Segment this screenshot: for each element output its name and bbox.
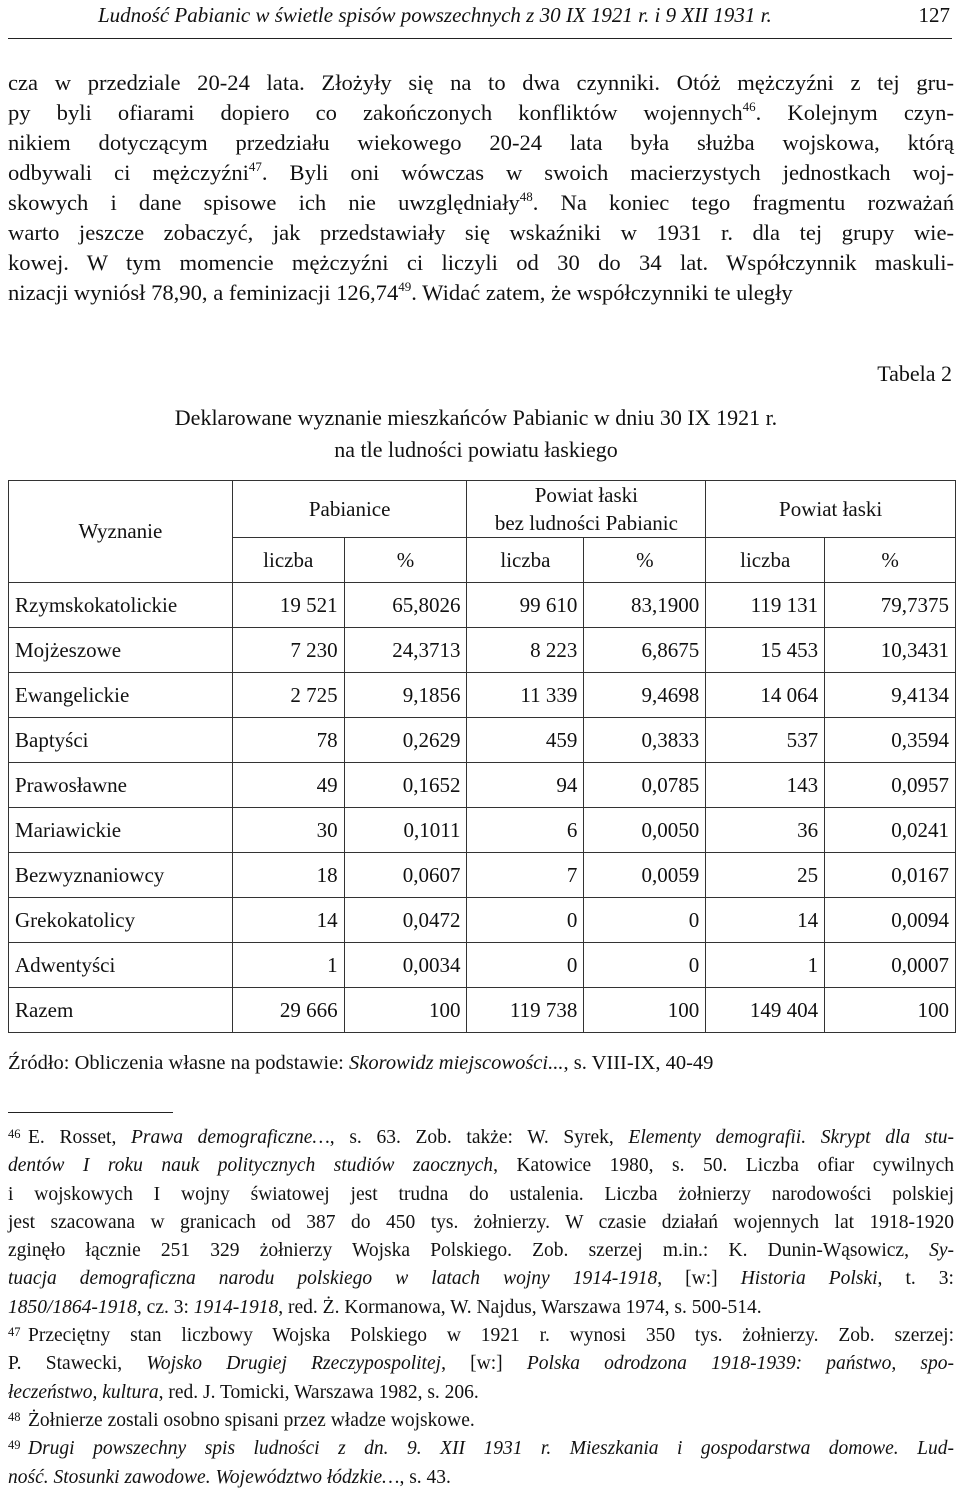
table-cell: 0,0785 [584,763,706,808]
table-cell: 6 [467,808,584,853]
subheader-liczba: liczba [232,538,344,583]
table-cell: 0,0167 [825,853,956,898]
body-line: nikiem dotyczącym przedziału wiekowego 20-24 lata była służba wojskowa, którą [8,130,954,155]
body-line: odbywali ci mężczyźni$^{47}$. Byli oni wówczas w swoich macierzystych jednostkach woj- [8,159,954,185]
table-cell: 15 453 [706,628,825,673]
table-cell: 119 131 [706,583,825,628]
table-cell: 49 [232,763,344,808]
table-cell: 0 [467,943,584,988]
header-powiat: Powiat łaski [706,481,956,538]
row-label: Prawosławne [9,763,233,808]
footnote-ref[interactable]: 49 [398,279,412,294]
table-row [9,718,956,763]
table-cell: 99 610 [467,583,584,628]
table-header-row [9,481,956,538]
table-cell: 2 725 [232,673,344,718]
table-cell: 0,0007 [825,943,956,988]
footnote-ref[interactable]: 46 [742,99,756,114]
row-label: Ewangelickie [9,673,233,718]
table-cell: 0,0034 [344,943,467,988]
header-powiat-bez-pabianic: Powiat łaski bez ludności Pabianic [467,481,706,538]
table-row [9,763,956,808]
table-cell: 149 404 [706,988,825,1033]
footnote-46: 46 E. Rosset, Prawa demograficzne…, s. 63. Zob. także: W. Syrek, Elementy demografii. Skrypt dla stu- dentów I roku nauk politycznych studiów zaocznych, Katowice 1980, s. 50. Liczba ofiar cywilnych i wojskowych I wojny światowej jest trudna do ustalenia. Liczba żołnierzy narodowości polskiej jest szacowana w granicach od 387 do 450 tys. żołnierzy. W czasie działań wojennych lat 1918-1920 zginęło łącznie 251 329 żołnierzy Wojska Polskiego. Zob. szerzej m.in.: K. Dunin-Wąsowicz, Sy- tuacja demograficzna narodu polskiego w latach wojny 1914-1918, [w:] Historia Polski, t. 3: 1850/1864-1918, cz. 3: 1914-1918, red. Ż. Kormanowa, W. Najdus, Warszawa 1974, s. 500-514. [8,1124,954,1322]
table-cell: 36 [706,808,825,853]
table-cell: 537 [706,718,825,763]
table-cell: 9,1856 [344,673,467,718]
religion-table [8,480,956,1033]
row-label: Mojżeszowe [9,628,233,673]
table-cell: 0,0472 [344,898,467,943]
footnote-49: 49 Drugi powszechny spis ludności z dn. 9. XII 1931 r. Mieszkania i gospodarstwa domowe. Lud- ność. Stosunki zawodowe. Województwo łódzkie…, s. 43. [8,1435,954,1492]
table-cell: 65,8026 [344,583,467,628]
table-cell: 10,3431 [825,628,956,673]
table-caption-subtitle: na tle ludności powiatu łaskiego [334,437,618,462]
table-cell: 19 521 [232,583,344,628]
subheader-percent: % [825,538,956,583]
table-cell: 100 [825,988,956,1033]
body-line: cza w przedziale 20-24 lata. Złożyły się na to dwa czynniki. Otóż mężczyźni z tej gru- [8,70,954,95]
running-title: Ludność Pabianic w świetle spisów powszechnych z 30 IX 1921 r. i 9 XII 1931 r. [98,3,772,27]
table-cell: 11 339 [467,673,584,718]
table-cell: 78 [232,718,344,763]
table-label: Tabela 2 [877,361,952,386]
table-cell: 0,0607 [344,853,467,898]
row-label: Rzymskokatolickie [9,583,233,628]
table-cell: 79,7375 [825,583,956,628]
footnote-47: 47 Przeciętny stan liczbowy Wojska Polskiego w 1921 r. wynosi 350 tys. żołnierzy. Zob. szerzej: P. Stawecki, Wojsko Drugiej Rzeczypospolitej, [w:] Polska odrodzona 1918-1939: państwo, spo- łeczeństwo, kultura, red. J. Tomicki, Warszawa 1982, s. 206. [8,1322,954,1407]
table-cell: 24,3713 [344,628,467,673]
table-cell: 9,4698 [584,673,706,718]
table-cell: 29 666 [232,988,344,1033]
table-cell: 0,0050 [584,808,706,853]
table-cell: 30 [232,808,344,853]
body-paragraph [8,68,954,308]
table-cell: 0,0241 [825,808,956,853]
subheader-liczba: liczba [467,538,584,583]
table-cell: 0,3833 [584,718,706,763]
table-cell: 0,3594 [825,718,956,763]
table-row [9,628,956,673]
table-cell: 0,1652 [344,763,467,808]
row-label: Mariawickie [9,808,233,853]
row-label: Razem [9,988,233,1033]
table-body [9,583,956,1033]
table-cell: 1 [706,943,825,988]
table-cell: 1 [232,943,344,988]
table-cell: 18 [232,853,344,898]
table-cell: 0,2629 [344,718,467,763]
table-cell: 6,8675 [584,628,706,673]
table-row [9,808,956,853]
table-cell: 14 064 [706,673,825,718]
table-row [9,943,956,988]
table-cell: 83,1900 [584,583,706,628]
table-cell: 0,0957 [825,763,956,808]
table-cell: 25 [706,853,825,898]
table-cell: 100 [344,988,467,1033]
header-pabianice: Pabianice [232,481,467,538]
table-row [9,583,956,628]
footnotes [8,1124,954,1492]
table-cell: 7 [467,853,584,898]
footnote-number: 49 [8,1438,21,1453]
body-line: nizacji wyniósł 78,90, a feminizacji 126,74$^{49}$. Widać zatem, że współczynniki te uległy [8,279,793,305]
table-cell: 0 [584,898,706,943]
table-caption: Deklarowane wyznanie mieszkańców Pabianic w dniu 30 IX 1921 r. [174,405,778,430]
body-line: kowej. W tym momencie mężczyźni ci liczyli od 30 do 34 lat. Współczynnik maskuli- [8,250,954,275]
footnote-number: 48 [8,1409,21,1424]
body-line: py byli ofiarami dopiero co zakończonych konfliktów wojennych$^{46}$. Kolejnym czyn- [8,99,954,125]
table-cell: 14 [706,898,825,943]
table-cell: 119 738 [467,988,584,1033]
table-cell: 0 [467,898,584,943]
table-cell: 9,4134 [825,673,956,718]
table-cell: 100 [584,988,706,1033]
table-cell: 94 [467,763,584,808]
body-line: skowych i dane spisowe ich nie uwzględniały$^{48}$. Na koniec tego fragmentu rozważań [8,189,954,215]
table-cell: 7 230 [232,628,344,673]
subheader-liczba: liczba [706,538,825,583]
page-number: 127 [918,3,950,27]
footnote-48: 48 Żołnierze zostali osobno spisani przez władze wojskowe. [8,1407,954,1435]
footnote-ref[interactable]: 48 [519,189,533,204]
running-header [8,0,952,39]
header-wyznanie: Wyznanie [9,481,233,583]
table-cell: 0,0094 [825,898,956,943]
table-cell: 0 [584,943,706,988]
table-row [9,673,956,718]
body-line: warto jeszcze zobaczyć, jak przedstawiały się wskaźniki w 1931 r. dla tej grupy wie- [8,220,954,245]
subheader-percent: % [584,538,706,583]
table-cell: 14 [232,898,344,943]
table-row [9,853,956,898]
table-cell: 0,0059 [584,853,706,898]
table-row [9,898,956,943]
table-cell: 0,1011 [344,808,467,853]
row-label: Baptyści [9,718,233,763]
table-row [9,988,956,1033]
row-label: Grekokatolicy [9,898,233,943]
table-cell: 143 [706,763,825,808]
row-label: Bezwyznaniowcy [9,853,233,898]
subheader-percent: % [344,538,467,583]
footnote-number: 47 [8,1325,21,1340]
row-label: Adwentyści [9,943,233,988]
table-cell: 8 223 [467,628,584,673]
footnote-divider [8,1112,173,1113]
table-source: Źródło: Obliczenia własne na podstawie: Skorowidz miejscowości..., s. VIII-IX, 40-49 [8,1052,714,1074]
footnote-ref[interactable]: 47 [248,159,262,174]
footnote-number: 46 [8,1127,21,1141]
table-cell: 459 [467,718,584,763]
